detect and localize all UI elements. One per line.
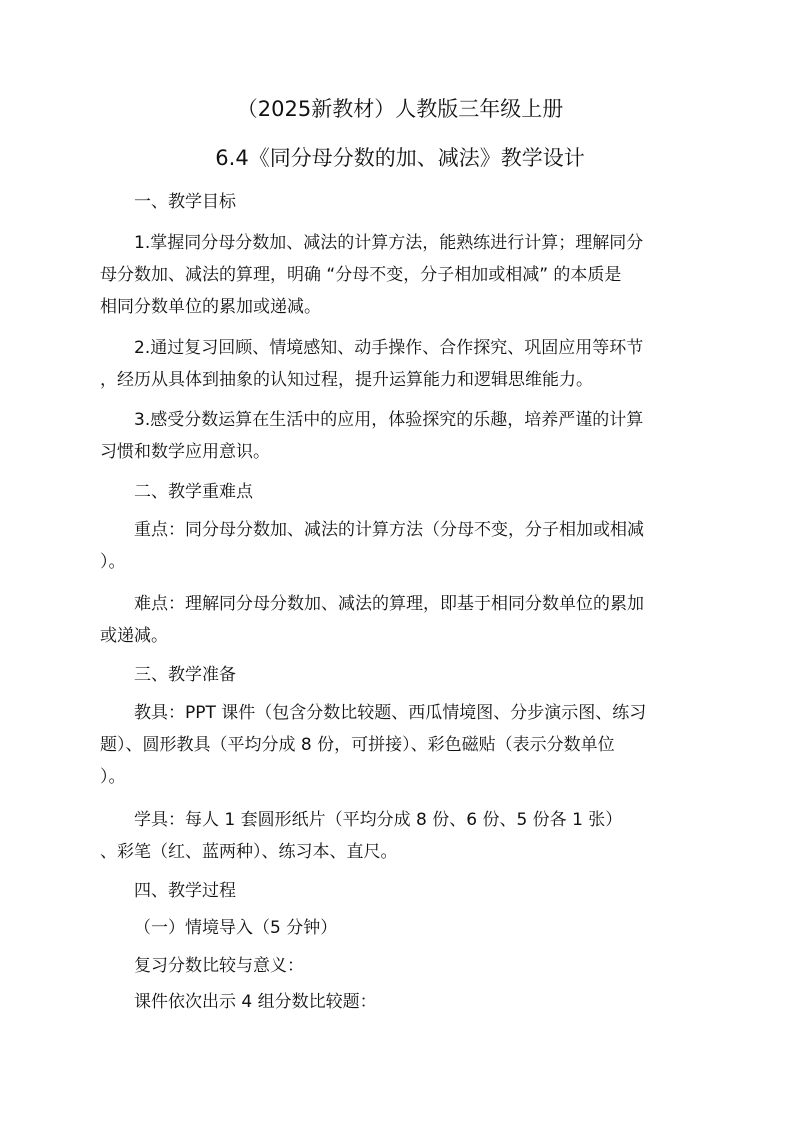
- subsection-heading-introduction: （一）情境导入（5 分钟）: [134, 918, 338, 938]
- section-heading-preparation: 三、教学准备: [134, 665, 236, 685]
- section-heading-key-difficult: 二、教学重难点: [134, 482, 253, 502]
- teacher-tools-paragraph: 教具：PPT 课件（包含分数比较题、西瓜情境图、分步演示图、练习 题）、圆形教具（平均分成 8 份，可拼接）、彩色磁贴（表示分数单位 ）。: [100, 703, 647, 787]
- key-point-paragraph: 重点：同分母分数加、减法的计算方法（分母不变，分子相加或相减 ）。: [100, 520, 644, 572]
- document-title-line-2: 6.4《同分母分数的加、减法》教学设计: [215, 146, 585, 170]
- difficult-point-paragraph: 难点：理解同分母分数加、减法的算理，即基于相同分数单位的累加 或递减。: [100, 594, 644, 646]
- objective-paragraph-3: 3.感受分数运算在生活中的应用，体验探究的乐趣，培养严谨的计算 习惯和数学应用意识。: [100, 410, 644, 462]
- section-heading-process: 四、教学过程: [134, 881, 236, 901]
- section-heading-objectives: 一、教学目标: [134, 192, 236, 212]
- student-tools-paragraph: 学具：每人 1 套圆形纸片（平均分成 8 份、6 份、5 份各 1 张） 、彩笔（红、蓝两种）、练习本、直尺。: [100, 810, 623, 862]
- objective-paragraph-2: 2.通过复习回顾、情境感知、动手操作、合作探究、巩固应用等环节 ，经历从具体到抽象的认知过程，提升运算能力和逻辑思维能力。: [100, 338, 644, 390]
- review-line: 复习分数比较与意义：: [134, 956, 304, 976]
- objective-paragraph-1: 1.掌握同分母分数加、减法的计算方法，能熟练进行计算；理解同分 母分数加、减法的算理，明确 “分母不变，分子相加或相减” 的本质是 相同分数单位的累加或递减。: [100, 233, 644, 317]
- courseware-line: 课件依次出示 4 组分数比较题：: [134, 992, 377, 1012]
- document-title-line-1: （2025新教材）人教版三年级上册: [236, 97, 564, 121]
